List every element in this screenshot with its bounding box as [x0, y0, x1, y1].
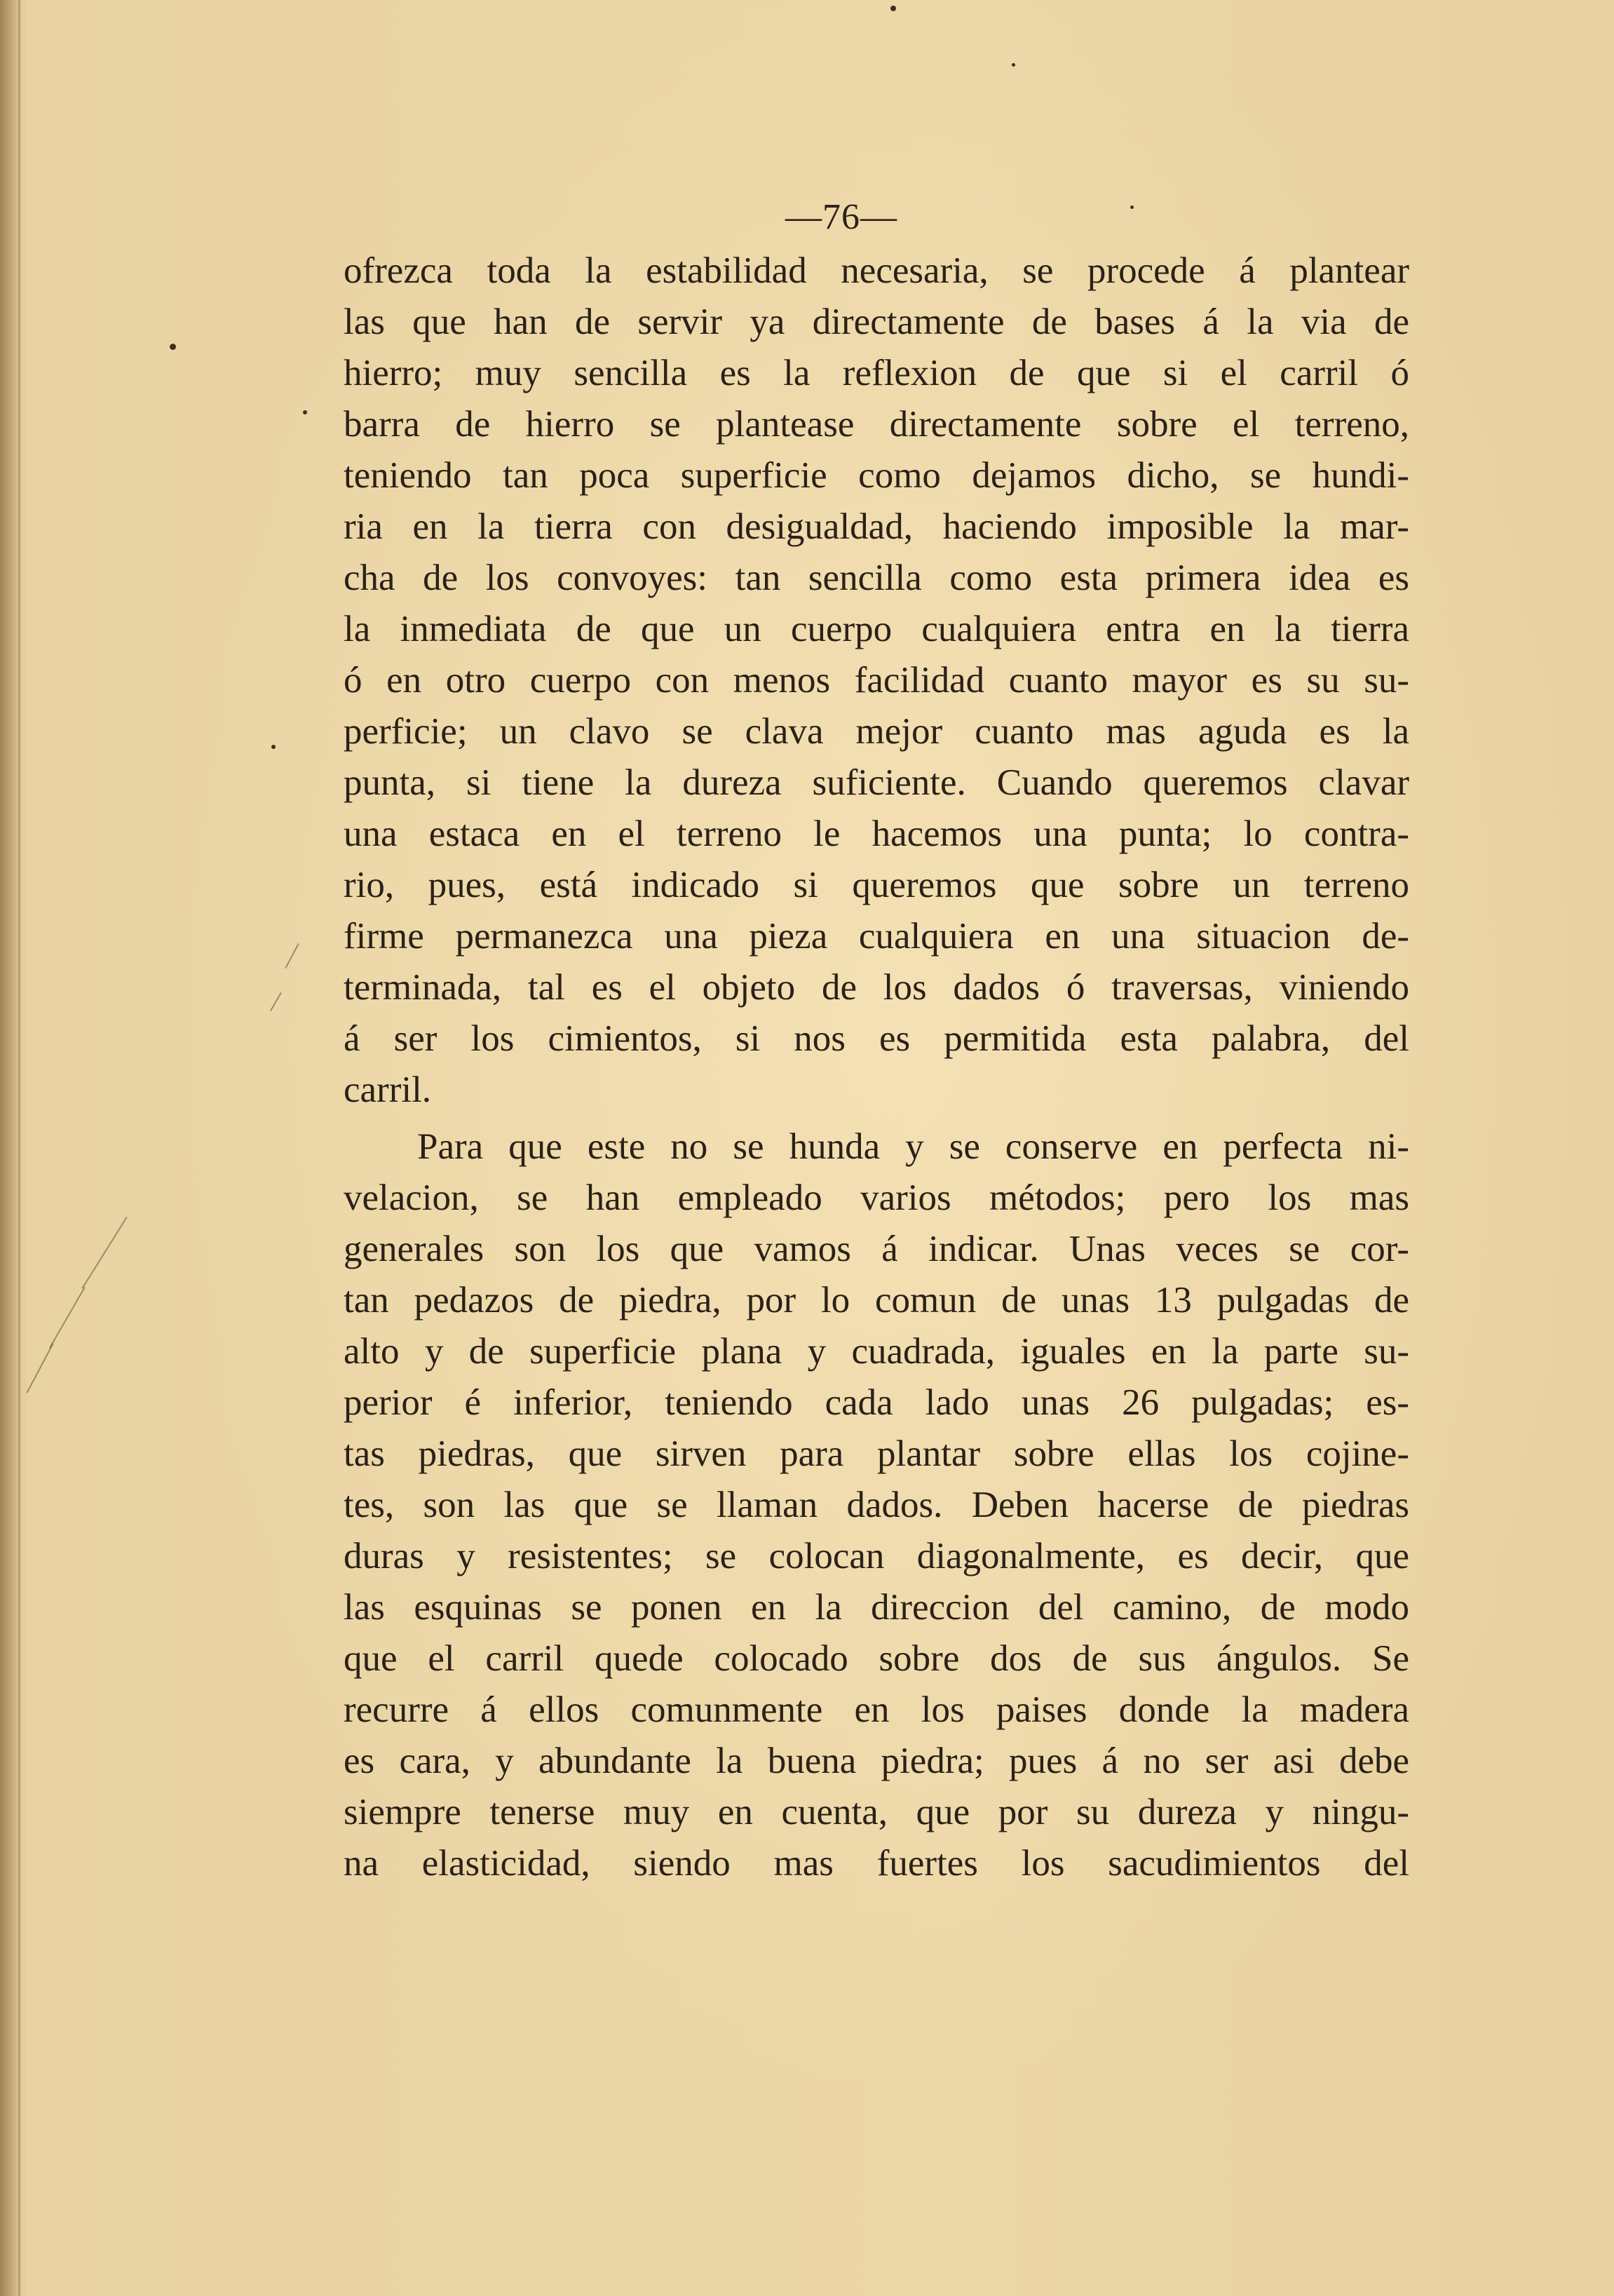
margin-scratch [285, 943, 299, 968]
text-line: hierro; muy sencilla es la reflexion de que si el carril ó [344, 353, 1409, 393]
ink-speck [890, 6, 896, 11]
ink-speck [303, 410, 307, 414]
text-line: la inmediata de que un cuerpo cualquiera entra en la tierra [344, 609, 1409, 649]
body-text [344, 245, 1409, 1889]
margin-scratch [81, 1217, 127, 1289]
text-line: na elasticidad, siendo mas fuertes los sacudimientos del [344, 1843, 1409, 1884]
text-line: que el carril quede colocado sobre dos de sus ángulos. Se [344, 1638, 1409, 1679]
paragraph-2 [344, 1121, 1409, 1889]
margin-scratch [26, 1343, 53, 1393]
text-line: barra de hierro se plantease directamente sobre el terreno, [344, 404, 1409, 445]
paragraph-1 [344, 245, 1409, 1116]
text-line: velacion, se han empleado varios métodos; pero los mas [344, 1177, 1409, 1218]
text-line: firme permanezca una pieza cualquiera en una situacion de- [344, 916, 1409, 957]
ink-speck [1012, 63, 1015, 67]
text-line: Para que este no se hunda y se conserve en perfecta ni- [417, 1126, 1409, 1167]
margin-scratch [270, 992, 282, 1011]
text-line: siempre tenerse muy en cuenta, que por su dureza y ningu- [344, 1792, 1409, 1832]
text-line: punta, si tiene la dureza suficiente. Cuando queremos clavar [344, 762, 1409, 803]
text-line: rio, pues, está indicado si queremos que sobre un terreno [344, 865, 1409, 905]
margin-scratch [49, 1287, 86, 1349]
page-number: —76— [785, 197, 897, 237]
text-line: á ser los cimientos, si nos es permitida esta palabra, del [344, 1018, 1409, 1059]
text-line: es cara, y abundante la buena piedra; pues á no ser asi debe [344, 1741, 1409, 1781]
text-line: recurre á ellos comunmente en los paises donde la madera [344, 1689, 1409, 1730]
text-line: teniendo tan poca superficie como dejamos dicho, se hundi- [344, 455, 1409, 496]
text-line: tan pedazos de piedra, por lo comun de unas 13 pulgadas de [344, 1280, 1409, 1321]
text-line: tas piedras, que sirven para plantar sobre ellas los cojine- [344, 1433, 1409, 1474]
text-line: terminada, tal es el objeto de los dados ó traversas, viniendo [344, 967, 1409, 1008]
text-line: perior é inferior, teniendo cada lado unas 26 pulgadas; es- [344, 1382, 1409, 1423]
text-line: cha de los convoyes: tan sencilla como esta primera idea es [344, 558, 1409, 598]
text-line: ó en otro cuerpo con menos facilidad cuanto mayor es su su- [344, 660, 1409, 701]
text-line: generales son los que vamos á indicar. Unas veces se cor- [344, 1229, 1409, 1269]
ink-speck [1130, 205, 1134, 209]
text-line: las esquinas se ponen en la direccion del camino, de modo [344, 1587, 1409, 1628]
text-line: perficie; un clavo se clava mejor cuanto mas aguda es la [344, 711, 1409, 752]
ink-speck [271, 745, 276, 749]
text-line: ria en la tierra con desigualdad, haciendo imposible la mar- [344, 506, 1409, 547]
text-line: una estaca en el terreno le hacemos una punta; lo contra- [344, 813, 1409, 854]
text-line: carril. [344, 1069, 432, 1110]
text-line: las que han de servir ya directamente de bases á la via de [344, 302, 1409, 342]
paragraph-gap [344, 1116, 1409, 1121]
text-line: alto y de superficie plana y cuadrada, iguales en la parte su- [344, 1331, 1409, 1372]
ink-speck [170, 344, 176, 350]
text-line: duras y resistentes; se colocan diagonalmente, es decir, que [344, 1536, 1409, 1576]
text-line: tes, son las que se llaman dados. Deben hacerse de piedras [344, 1485, 1409, 1525]
text-line: ofrezca toda la estabilidad necesaria, se procede á plantear [344, 250, 1409, 291]
spine-edge [18, 0, 20, 2296]
